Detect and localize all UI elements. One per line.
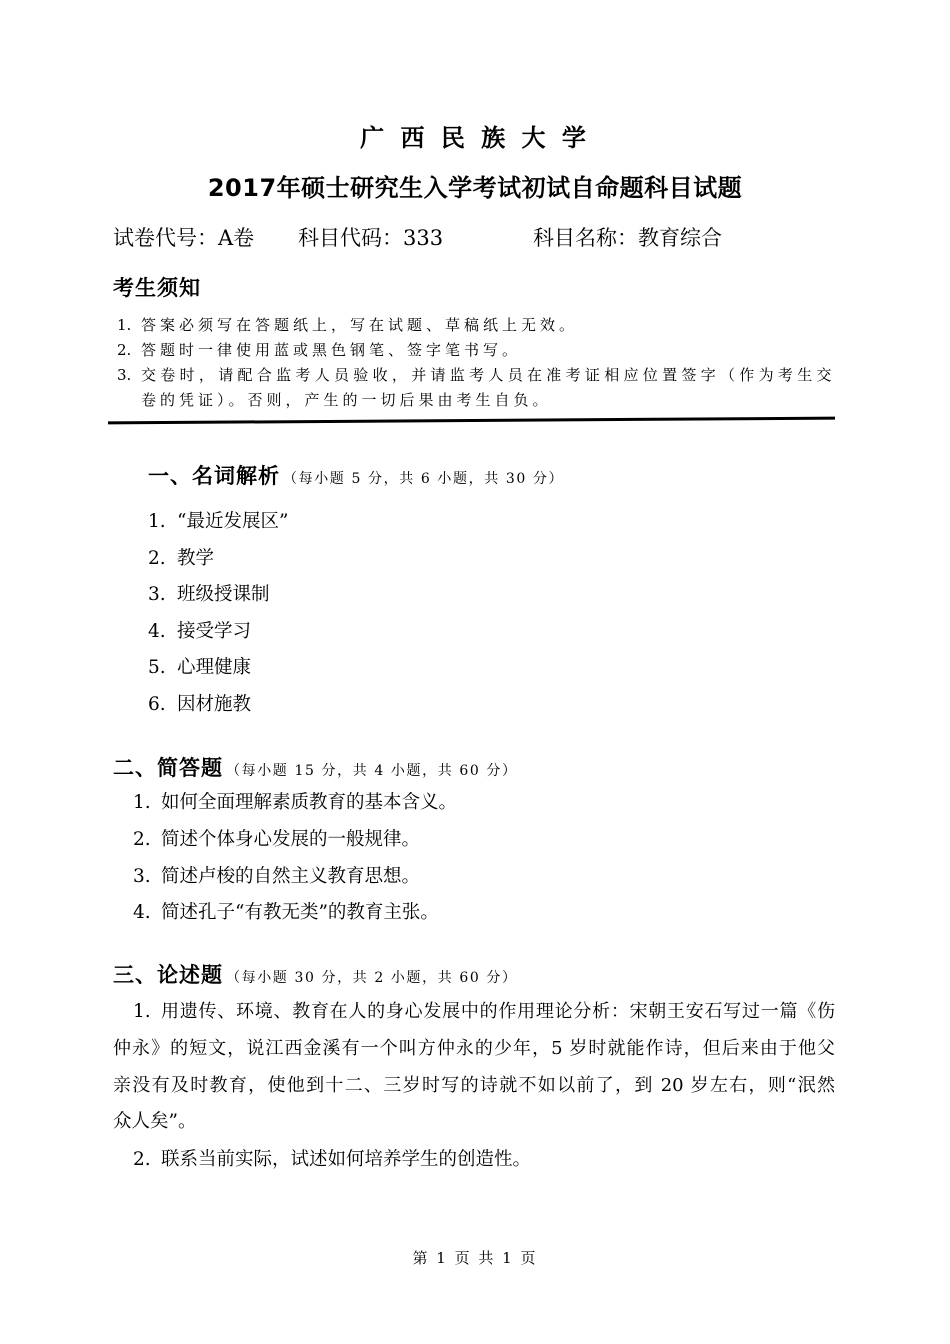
- question-number: 3.: [148, 584, 166, 605]
- question-item: [0, 547, 950, 571]
- question-item: [0, 1000, 950, 1134]
- question-text: 因材施教: [177, 694, 252, 715]
- section-title: 三、论述题: [113, 963, 223, 987]
- notice-item: [0, 340, 950, 360]
- question-item: [0, 901, 950, 925]
- question-text-line: 亲没有及时教育，使他到十二、三岁时写的诗就不如以前了，到 20 岁左右，则“泯然: [113, 1075, 835, 1096]
- question-text-line: 用遗传、环境、教育在人的身心发展中的作用理论分析：宋朝王安石写过一篇《伤: [161, 1001, 835, 1022]
- section-short-answer: [0, 754, 950, 929]
- notice-item-text: 答题时一律使用蓝或黑色钢笔、签字笔书写。: [141, 341, 522, 359]
- section-score-note: （每小题 5 分，共 6 小题，共 30 分）: [283, 471, 565, 487]
- section-heading: [113, 961, 518, 989]
- question-number: 1.: [133, 1001, 151, 1022]
- notice-item-number: 1.: [117, 316, 132, 334]
- question-text: 如何全面理解素质教育的基本含义。: [161, 792, 458, 813]
- question-text: 简述孔子“有教无类”的教育主张。: [161, 902, 439, 923]
- subject-name: 科目名称：教育综合: [533, 226, 722, 250]
- section-title: 一、名词解析: [148, 464, 280, 488]
- question-number: 5.: [148, 657, 166, 678]
- question-item: [0, 791, 950, 815]
- question-number: 2.: [133, 829, 151, 850]
- section-title: 二、简答题: [113, 756, 223, 780]
- question-number: 6.: [148, 694, 166, 715]
- candidate-notice: [0, 274, 950, 414]
- subject-code: 科目代码：333: [298, 226, 444, 250]
- question-text: 联系当前实际，试述如何培养学生的创造性。: [161, 1149, 532, 1170]
- question-number: 4.: [133, 902, 151, 923]
- notice-item-text: 交卷时，请配合监考人员验收，并请监考人员在准考证相应位置签字（作为考生交: [141, 366, 835, 384]
- question-number: 2.: [148, 548, 166, 569]
- notice-item-number: 2.: [117, 341, 132, 359]
- question-text: “最近发展区”: [177, 511, 289, 532]
- question-item: [0, 828, 950, 852]
- section-essay: [0, 961, 950, 1176]
- notice-item: [0, 315, 950, 335]
- section-score-note: （每小题 30 分，共 2 小题，共 60 分）: [226, 970, 518, 986]
- notice-item-number: 3.: [117, 366, 132, 384]
- question-item: [0, 620, 950, 644]
- question-text: 班级授课制: [177, 584, 270, 605]
- question-text: 简述个体身心发展的一般规律。: [161, 829, 421, 850]
- question-item: [0, 693, 950, 717]
- question-text: 接受学习: [177, 621, 252, 642]
- section-heading: [113, 754, 518, 782]
- notice-item-text: 答案必须写在答题纸上，写在试题、草稿纸上无效。: [141, 316, 579, 334]
- divider-rule: [108, 417, 835, 425]
- question-number: 2.: [133, 1149, 151, 1170]
- question-number: 3.: [133, 866, 151, 887]
- notice-item-text-continued: 卷的凭证）。否则，产生的一切后果由考生自负。: [141, 391, 552, 409]
- question-item: [0, 656, 950, 680]
- question-number: 4.: [148, 621, 166, 642]
- notice-title: 考生须知: [113, 276, 201, 300]
- question-number: 1.: [133, 792, 151, 813]
- question-number: 1.: [148, 511, 166, 532]
- section-term-definitions: [0, 462, 950, 722]
- question-item: [0, 1148, 950, 1172]
- question-item: [0, 583, 950, 607]
- question-item: [0, 865, 950, 889]
- question-text-line: 仲永》的短文，说江西金溪有一个叫方仲永的少年，5 岁时就能作诗，但后来由于他父: [113, 1038, 835, 1059]
- question-text: 心理健康: [177, 657, 252, 678]
- university-title: 广 西 民 族 大 学: [360, 124, 590, 152]
- exam-title: 2017年硕士研究生入学考试初试自命题科目试题: [207, 174, 743, 202]
- section-score-note: （每小题 15 分，共 4 小题，共 60 分）: [226, 763, 518, 779]
- question-item: [0, 510, 950, 534]
- notice-item: [0, 365, 950, 410]
- section-heading: [148, 462, 564, 490]
- paper-code: 试卷代号：A卷: [113, 226, 255, 250]
- question-text: 简述卢梭的自然主义教育思想。: [161, 866, 421, 887]
- question-text: 教学: [177, 548, 215, 569]
- question-text-line: 众人矣”。: [113, 1111, 197, 1132]
- page-footer: 第 1 页 共 1 页: [412, 1249, 538, 1267]
